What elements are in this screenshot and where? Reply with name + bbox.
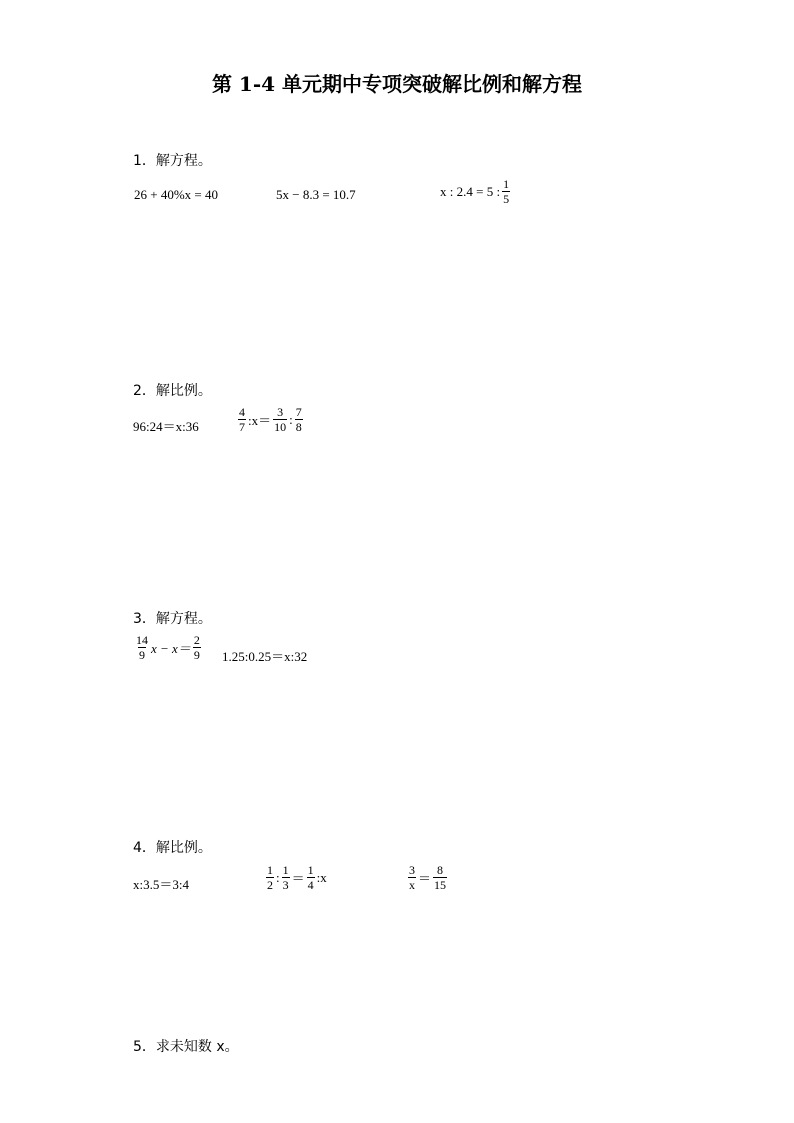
question-2-equation-a: 96:24＝x:36 — [133, 419, 199, 434]
denominator: 2 — [267, 878, 273, 892]
denominator: 10 — [274, 420, 287, 434]
equation-text: ＝ — [291, 871, 305, 886]
numerator: 1 — [503, 177, 510, 191]
fraction — [307, 864, 315, 891]
fraction — [433, 864, 447, 891]
numerator: 4 — [239, 405, 245, 419]
question-1-equation-b: 5x − 8.3 = 10.7 — [276, 187, 356, 202]
fraction — [295, 406, 303, 433]
fraction — [266, 864, 274, 891]
question-4-equation-a: x:3.5＝3:4 — [133, 877, 189, 892]
fraction — [502, 178, 510, 205]
question-3-equation-b: 1.25:0.25＝x:32 — [222, 649, 308, 664]
numerator: 1 — [282, 863, 289, 877]
denominator: 15 — [434, 878, 447, 892]
question-5-heading: 5．求未知数 x。 — [133, 1039, 239, 1055]
denominator: 5 — [503, 192, 510, 206]
question-3-heading: 3．解方程。 — [133, 611, 212, 627]
equation-text: ＝ — [418, 871, 432, 886]
question-1-equation-c — [440, 178, 512, 205]
denominator: 3 — [282, 878, 289, 892]
numerator: 14 — [136, 633, 148, 647]
denominator: x — [409, 878, 415, 892]
equation-text: :x＝ — [248, 413, 272, 428]
fraction — [135, 634, 149, 661]
equation-text: x : 2.4 = 5 : — [440, 183, 501, 199]
page-title: 第 1-4 单元期中专项突破解比例和解方程 — [211, 72, 583, 96]
denominator: 7 — [239, 420, 245, 434]
fraction — [282, 864, 290, 891]
fraction — [238, 406, 246, 433]
equation-text: x − x＝ — [151, 641, 191, 656]
fraction — [273, 406, 287, 433]
numerator: 1 — [307, 863, 314, 877]
fraction — [193, 634, 201, 661]
denominator: 9 — [193, 648, 200, 662]
question-1-heading: 1．解方程。 — [133, 153, 212, 169]
denominator: 8 — [295, 420, 302, 434]
numerator: 1 — [267, 863, 273, 877]
numerator: 3 — [409, 863, 415, 877]
fraction — [408, 864, 416, 891]
numerator: 2 — [193, 633, 200, 647]
equation-text: :x — [316, 869, 327, 885]
denominator: 4 — [307, 878, 314, 892]
question-1-equation-a: 26 + 40%x = 40 — [134, 187, 218, 202]
question-4-equation-b — [264, 864, 327, 891]
numerator: 8 — [437, 863, 444, 877]
numerator: 3 — [277, 405, 284, 419]
question-4-heading: 4．解比例。 — [133, 840, 212, 856]
question-2-equation-b — [236, 406, 305, 433]
question-3-equation-a — [133, 634, 203, 661]
numerator: 7 — [295, 405, 302, 419]
equation-text: : — [276, 869, 280, 885]
denominator: 9 — [139, 648, 145, 662]
question-2-heading: 2．解比例。 — [133, 383, 212, 399]
question-4-equation-c — [406, 864, 449, 891]
equation-text: : — [289, 411, 293, 427]
